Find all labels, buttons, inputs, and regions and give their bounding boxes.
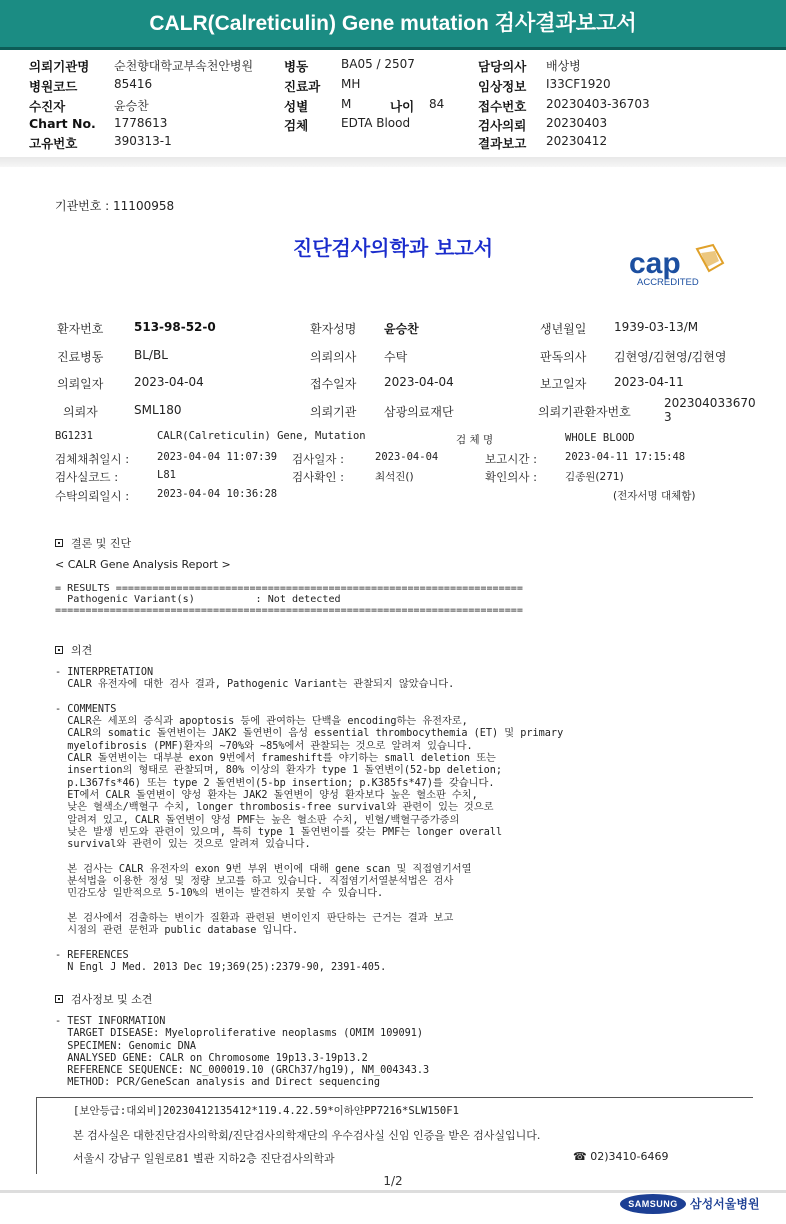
header-separator: [0, 157, 786, 167]
header-label-age: 나이: [390, 99, 415, 114]
dob-label: 생년월일: [540, 322, 587, 336]
certification-line: 본 검사실은 대한진단검사의학회/진단검사의학재단의 우수검사실 신임 인증을 받은 검사실입니다.: [73, 1129, 541, 1142]
section-conclusion-title: 결론 및 진단: [71, 537, 132, 550]
report-title: 진단검사의학과 보고서: [292, 236, 494, 260]
reading-doctor-label: 판독의사: [540, 350, 587, 364]
header-value-age: 84: [429, 97, 445, 111]
header-value-receipt-no: 20230403-36703: [546, 97, 650, 111]
report-banner-title: CALR(Calreticulin) Gene mutation 검사결과보고서: [0, 0, 786, 47]
samsung-logo-icon: SAMSUNG: [620, 1194, 686, 1214]
report-date-label: 보고일자: [540, 377, 587, 391]
confirm-doctor-label: 확인의사 :: [485, 470, 537, 484]
request-date-value: 2023-04-04: [134, 375, 204, 389]
square-bullet-icon: [55, 539, 63, 547]
receipt-date-value: 2023-04-04: [384, 375, 454, 389]
lab-code-label: 검사실코드 :: [55, 470, 119, 484]
test-confirm-value: 최석진(): [375, 471, 414, 483]
patient-name-value: 윤승찬: [384, 322, 419, 336]
header-label-receipt-no: 접수번호: [478, 99, 527, 114]
cap-logo-text: cap: [629, 247, 681, 280]
results-block: = RESULTS =================================================================== Pathogenic Variant(s) : Not detected =============================================================================: [55, 583, 523, 616]
header-label-department: 진료과: [284, 79, 321, 94]
requesting-doctor-value: 수탁: [384, 350, 408, 364]
esign-note: (전자서명 대체함): [613, 490, 696, 502]
specimen-name-label: 검 체 명: [456, 434, 494, 446]
header-label-institution: 의뢰기관명: [29, 59, 90, 74]
header-label-result-report: 결과보고: [478, 136, 527, 151]
patient-no-label: 환자번호: [57, 322, 104, 336]
patient-name-label: 환자성명: [310, 322, 357, 336]
section-opinion-title: 의견: [71, 644, 93, 657]
requester-value: SML180: [134, 403, 182, 417]
header-label-unique-no: 고유번호: [29, 136, 78, 151]
institution-patient-no-label: 의뢰기관환자번호: [538, 405, 631, 419]
lab-code-value: L81: [157, 469, 176, 481]
header-label-examinee: 수진자: [29, 99, 66, 114]
header-value-doctor: 배상병: [546, 59, 581, 73]
cap-logo-icon: [627, 241, 727, 291]
square-bullet-icon: [55, 995, 63, 1003]
header-value-hospital-code: 85416: [114, 77, 153, 91]
security-line: [보안등급:대외비]20230412135412*119.4.22.59*이하얀PP7216*SLW150F1: [73, 1105, 459, 1117]
cap-accredited-text: ACCREDITED: [637, 277, 699, 288]
header-value-ward: BA05 / 2507: [341, 57, 415, 71]
commission-value: 2023-04-04 10:36:28: [157, 488, 278, 500]
requesting-institution-label: 의뢰기관: [310, 405, 357, 419]
report-time-label: 보고시간 :: [485, 452, 537, 466]
test-date-label: 검사일자 :: [292, 452, 344, 466]
confirm-doctor-value: 김종원(271): [565, 471, 624, 483]
section-opinion: [55, 642, 92, 658]
header-label-test-request: 검사의뢰: [478, 118, 527, 133]
receipt-date-label: 접수일자: [310, 377, 357, 391]
report-time-value: 2023-04-11 17:15:48: [565, 451, 686, 463]
institution-patient-no-value-1: 202304033670: [664, 396, 756, 410]
report-date-value: 2023-04-11: [614, 375, 684, 389]
header-label-hospital-code: 병원코드: [29, 79, 78, 94]
header-value-department: MH: [341, 77, 361, 91]
header-value-result-report: 20230412: [546, 134, 608, 148]
cap-accredited-logo: [627, 241, 727, 291]
collect-value: 2023-04-04 11:07:39: [157, 451, 278, 463]
collect-label: 검체채취일시 :: [55, 452, 130, 466]
phone-number: ☎ 02)3410-6469: [573, 1150, 669, 1163]
requesting-institution-value: 삼광의료재단: [384, 405, 454, 419]
institution-patient-no-value-2: 3: [664, 410, 672, 424]
reading-doctor-value: 김현영/김현영/김현영: [614, 350, 727, 364]
square-bullet-icon: [55, 646, 63, 654]
header-value-institution: 순천향대학교부속천안병원: [114, 59, 254, 73]
banner-underline: [0, 47, 786, 50]
commission-label: 수탁의뢰일시 :: [55, 489, 130, 503]
header-value-sex: M: [341, 97, 352, 111]
page-number: 1/2: [383, 1174, 403, 1188]
specimen-name-value: WHOLE BLOOD: [565, 432, 635, 444]
header-label-specimen: 검체: [284, 118, 309, 133]
dob-value: 1939-03-13/M: [614, 320, 699, 334]
test-name: CALR(Calreticulin) Gene, Mutation: [157, 430, 366, 442]
header-value-examinee: 윤승찬: [114, 99, 149, 113]
requester-label: 의뢰자: [63, 405, 98, 419]
header-label-sex: 성별: [284, 99, 309, 114]
header-value-clinical-info: I33CF1920: [546, 77, 611, 91]
header-label-chart-no: Chart No.: [29, 116, 96, 131]
header-value-test-request: 20230403: [546, 116, 608, 130]
section-conclusion: [55, 535, 131, 551]
test-information-block: - TEST INFORMATION TARGET DISEASE: Myeloproliferative neoplasms (OMIM 109091) SPECIMEN: Genomic DNA ANALYSED GENE: CALR on Chromosome 19p13.3-19p13.2 REFERENCE SEQUENCE: NC_000019.10 (GRCh37/hg19), NM_004343.3 METHOD: PCR/GeneScan analysis and Direct sequencing: [55, 1016, 430, 1089]
address-line: 서울시 강남구 일원로81 별관 지하2층 진단검사의학과: [73, 1152, 335, 1165]
header-value-specimen: EDTA Blood: [341, 116, 411, 130]
patient-no-value: 513-98-52-0: [134, 320, 216, 334]
header-label-doctor: 담당의사: [478, 59, 527, 74]
test-confirm-label: 검사확인 :: [292, 470, 344, 484]
request-date-label: 의뢰일자: [57, 377, 104, 391]
section-test-info-title: 검사정보 및 소견: [71, 993, 153, 1006]
institution-number: 기관번호 : 11100958: [55, 199, 175, 213]
header-label-ward: 병동: [284, 59, 309, 74]
samsung-hospital-logo: [620, 1193, 760, 1214]
hospital-name: 삼성서울병원: [690, 1197, 760, 1211]
test-code: BG1231: [55, 430, 93, 442]
section-test-info: [55, 991, 152, 1007]
test-date-value: 2023-04-04: [375, 451, 439, 463]
header-value-unique-no: 390313-1: [114, 134, 172, 148]
requesting-doctor-label: 의뢰의사: [310, 350, 357, 364]
ward-label: 진료병동: [57, 350, 104, 364]
header-label-clinical-info: 임상정보: [478, 79, 527, 94]
ward-value: BL/BL: [134, 348, 168, 362]
header-value-chart-no: 1778613: [114, 116, 168, 130]
opinion-block: - INTERPRETATION CALR 유전자에 대한 검사 결과, Pathogenic Variant는 관찰되지 않았습니다. - COMMENTS CALR은 세포의 증식과 apoptosis 등에 관여하는 단백을 encoding하는 유전자로, CALR의 somatic 돌연변이는 JAK2 돌연변이 음성 essential thrombocythemia (ET) 및 primary myelofibrosis (PMF)환자의 ~70%와 ~85%에서 관찰되는 것으로 알려져 있습니다. CALR 돌연변이는 대부분 exon 9번에서 frameshift를 야기하는 small deletion 또는 insertion의 형태로 관찰되며, 80% 이상의 환자가 type 1 돌연변이(52-bp deletion; p.L367fs*46) 또는 type 2 돌연변이(5-bp insertion; p.K385fs*47)를 갖습니다. ET에서 CALR 돌연변이 양성 환자는 JAK2 돌연변이 양성 환자보다 높은 혈소판 수치, 낮은 혈색소/백혈구 수치, longer thrombosis-free survival와 관련이 있는 것으로 알려져 있고, CALR 돌연변이 양성 PMF는 높은 혈소판 수치, 빈혈/백혈구증가증의 낮은 발생 빈도와 관련이 있으며, 특히 type 1 돌연변이를 갖는 PMF는 longer overall survival와 관련이 있는 것으로 알려져 있습니다. 본 검사는 CALR 유전자의 exon 9번 부위 변이에 대해 gene scan 및 직접염기서열 분석법을 이용한 정성 및 정량 보고를 하고 있습니다. 직접염기서열분석법은 검사 민감도상 일반적으로 5-10%의 변이는 발견하지 못할 수 있습니다. 본 검사에서 검출하는 변이가 질환과 관련된 변이인지 판단하는 근거는 결과 보고 시점의 관련 문헌과 public database 입니다. - REFERENCES N Engl J Med. 2013 Dec 19;369(25):2379-90, 2391-405.: [55, 667, 564, 974]
calr-report-title: < CALR Gene Analysis Report >: [55, 558, 231, 571]
